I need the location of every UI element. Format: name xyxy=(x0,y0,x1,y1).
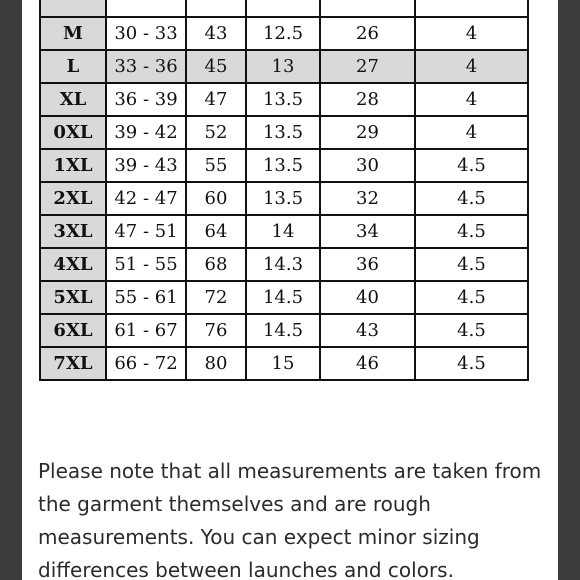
value-cell-5 xyxy=(415,0,528,17)
size-chart-table xyxy=(39,0,529,381)
value-cell-4: 36 xyxy=(320,248,415,281)
value-cell-2: 45 xyxy=(186,50,246,83)
size-cell: 0XL xyxy=(40,116,106,149)
value-cell-2: 76 xyxy=(186,314,246,347)
size-cell: 6XL xyxy=(40,314,106,347)
value-cell-4 xyxy=(320,0,415,17)
value-cell-5: 4.5 xyxy=(415,149,528,182)
value-cell-2 xyxy=(186,0,246,17)
value-cell-2: 72 xyxy=(186,281,246,314)
table-row xyxy=(40,50,528,83)
value-cell-2: 43 xyxy=(186,17,246,50)
value-cell-4: 28 xyxy=(320,83,415,116)
value-cell-3: 14.5 xyxy=(246,281,320,314)
size-cell: 7XL xyxy=(40,347,106,380)
chest-cell: 33 - 36 xyxy=(106,50,186,83)
value-cell-2: 52 xyxy=(186,116,246,149)
chest-cell: 30 - 33 xyxy=(106,17,186,50)
value-cell-5: 4 xyxy=(415,17,528,50)
chest-cell: 51 - 55 xyxy=(106,248,186,281)
chest-cell: 39 - 42 xyxy=(106,116,186,149)
measurement-note: Please note that all measurements are taken from the garment themselves and are rough measurements. You can expect minor sizing differences between launches and colors. xyxy=(38,459,542,580)
value-cell-3: 13.5 xyxy=(246,149,320,182)
value-cell-4: 32 xyxy=(320,182,415,215)
chest-cell: 66 - 72 xyxy=(106,347,186,380)
size-cell: 3XL xyxy=(40,215,106,248)
table-row xyxy=(40,314,528,347)
chest-cell: 61 - 67 xyxy=(106,314,186,347)
value-cell-3: 15 xyxy=(246,347,320,380)
value-cell-4: 30 xyxy=(320,149,415,182)
value-cell-4: 34 xyxy=(320,215,415,248)
size-chart-panel xyxy=(22,0,558,580)
value-cell-3: 13.5 xyxy=(246,83,320,116)
size-cell: 5XL xyxy=(40,281,106,314)
value-cell-3: 13.5 xyxy=(246,182,320,215)
value-cell-2: 68 xyxy=(186,248,246,281)
value-cell-5: 4 xyxy=(415,116,528,149)
size-cell: 1XL xyxy=(40,149,106,182)
value-cell-5: 4.5 xyxy=(415,248,528,281)
value-cell-4: 26 xyxy=(320,17,415,50)
size-cell: M xyxy=(40,17,106,50)
value-cell-3 xyxy=(246,0,320,17)
value-cell-3: 13.5 xyxy=(246,116,320,149)
table-row xyxy=(40,0,528,17)
value-cell-4: 40 xyxy=(320,281,415,314)
value-cell-5: 4 xyxy=(415,50,528,83)
chest-cell: 39 - 43 xyxy=(106,149,186,182)
size-cell: XL xyxy=(40,83,106,116)
value-cell-5: 4 xyxy=(415,83,528,116)
size-cell: 4XL xyxy=(40,248,106,281)
value-cell-2: 80 xyxy=(186,347,246,380)
table-row xyxy=(40,83,528,116)
value-cell-3: 14 xyxy=(246,215,320,248)
size-cell: 2XL xyxy=(40,182,106,215)
table-row xyxy=(40,149,528,182)
value-cell-4: 29 xyxy=(320,116,415,149)
size-cell xyxy=(40,0,106,17)
size-chart-rows xyxy=(40,0,528,380)
value-cell-2: 60 xyxy=(186,182,246,215)
size-cell: L xyxy=(40,50,106,83)
value-cell-5: 4.5 xyxy=(415,182,528,215)
value-cell-3: 13 xyxy=(246,50,320,83)
chest-cell xyxy=(106,0,186,17)
value-cell-3: 12.5 xyxy=(246,17,320,50)
value-cell-5: 4.5 xyxy=(415,281,528,314)
value-cell-2: 64 xyxy=(186,215,246,248)
value-cell-5: 4.5 xyxy=(415,215,528,248)
chest-cell: 47 - 51 xyxy=(106,215,186,248)
chest-cell: 36 - 39 xyxy=(106,83,186,116)
table-row xyxy=(40,17,528,50)
value-cell-5: 4.5 xyxy=(415,347,528,380)
value-cell-2: 55 xyxy=(186,149,246,182)
chest-cell: 55 - 61 xyxy=(106,281,186,314)
table-row xyxy=(40,248,528,281)
value-cell-3: 14.3 xyxy=(246,248,320,281)
table-row xyxy=(40,215,528,248)
value-cell-2: 47 xyxy=(186,83,246,116)
value-cell-3: 14.5 xyxy=(246,314,320,347)
table-row xyxy=(40,281,528,314)
value-cell-5: 4.5 xyxy=(415,314,528,347)
value-cell-4: 27 xyxy=(320,50,415,83)
value-cell-4: 46 xyxy=(320,347,415,380)
table-row xyxy=(40,347,528,380)
table-row xyxy=(40,116,528,149)
chest-cell: 42 - 47 xyxy=(106,182,186,215)
value-cell-4: 43 xyxy=(320,314,415,347)
table-row xyxy=(40,182,528,215)
